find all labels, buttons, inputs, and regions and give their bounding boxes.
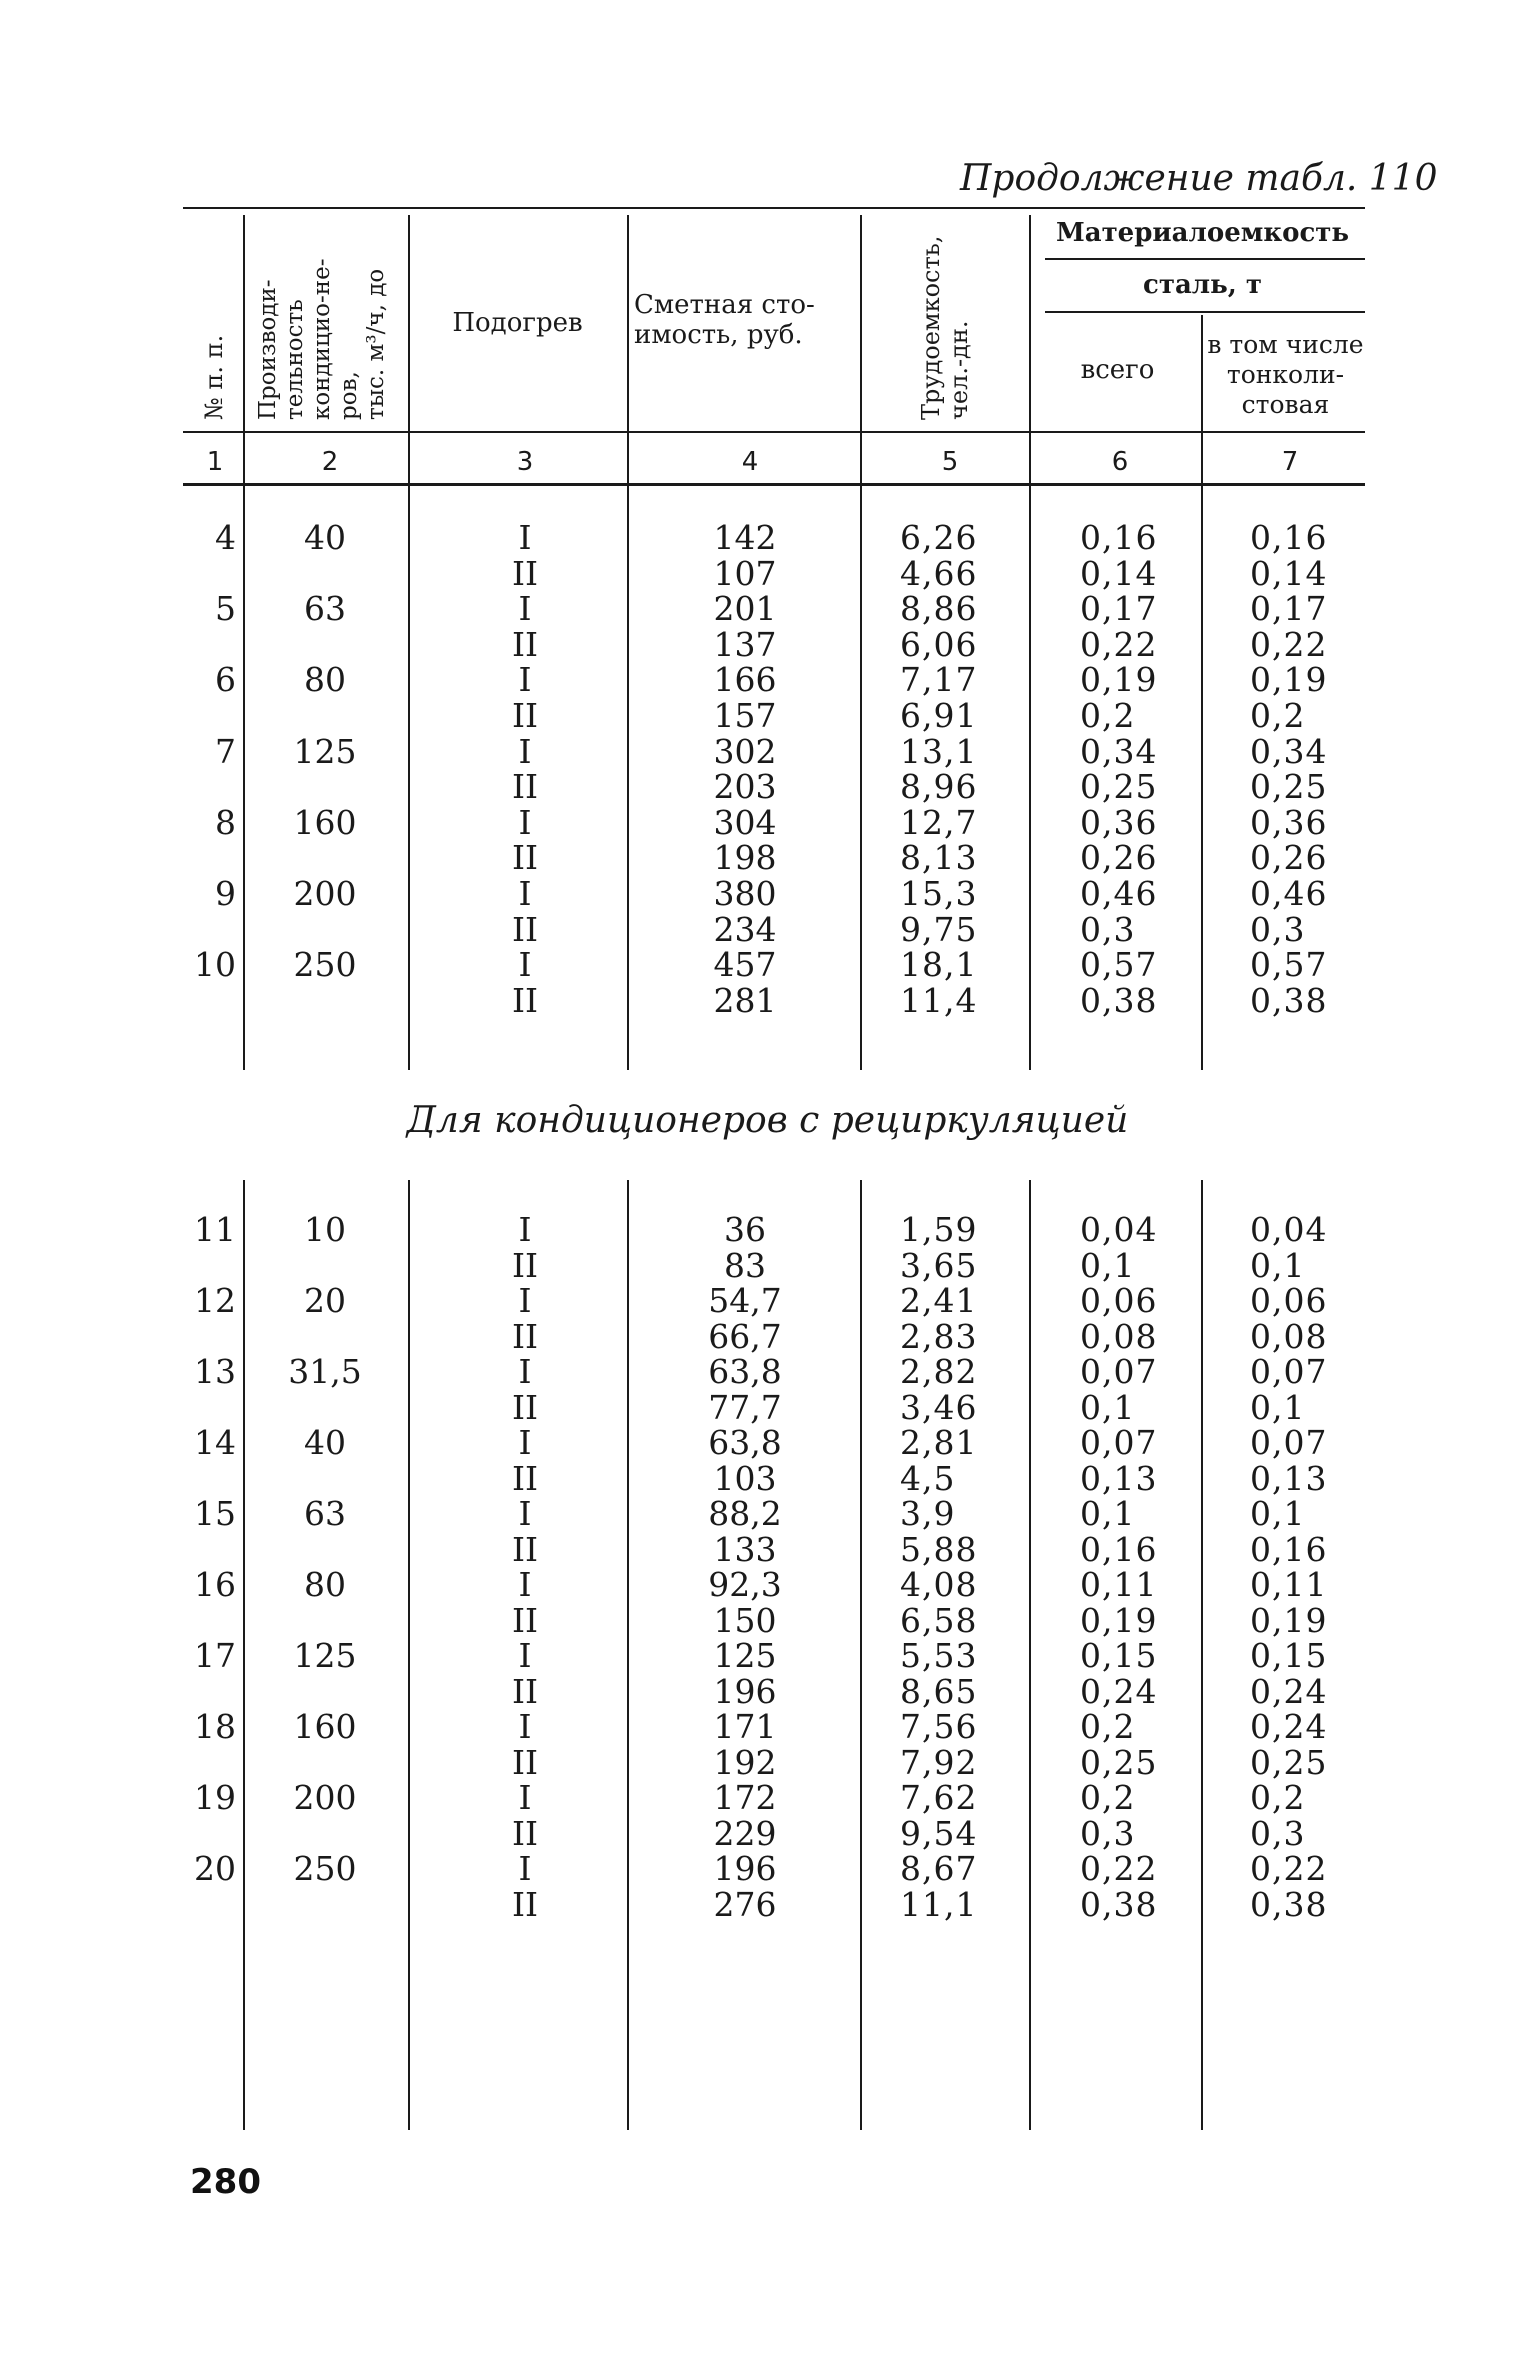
steel-thin-cell: 0,11 — [1250, 1565, 1328, 1604]
steel-thin-cell: 0,06 — [1250, 1281, 1328, 1320]
capacity-cell: 125 — [293, 1636, 357, 1675]
capacity-cell: 125 — [293, 731, 357, 771]
cost-cell: 234 — [713, 909, 777, 949]
heating-cell: II — [511, 1245, 539, 1285]
cost-cell: 157 — [713, 696, 777, 735]
steel-thin-cell: 0,3 — [1250, 909, 1306, 949]
steel-thin-cell: 0,19 — [1250, 1600, 1328, 1640]
steel-total-cell: 0,16 — [1080, 1529, 1158, 1569]
steel-total-cell: 0,08 — [1080, 1316, 1158, 1356]
steel-total-cell: 0,26 — [1080, 838, 1158, 878]
labor-cell: 7,17 — [900, 660, 978, 700]
heating-cell: I — [518, 874, 532, 913]
steel-thin-cell: 0,07 — [1250, 1423, 1328, 1462]
heating-cell: I — [518, 1636, 532, 1675]
labor-cell: 9,54 — [900, 1813, 978, 1853]
steel-thin-cell: 0,07 — [1250, 1352, 1328, 1391]
steel-header-rule — [1045, 311, 1365, 313]
steel-total-cell: 0,04 — [1080, 1210, 1158, 1249]
table-row — [0, 802, 1535, 842]
steel-thin-cell: 0,22 — [1250, 1849, 1328, 1888]
steel-thin-cell: 0,15 — [1250, 1636, 1328, 1675]
cost-cell: 380 — [713, 874, 777, 913]
labor-cell: 6,06 — [900, 624, 978, 664]
table-row — [0, 1600, 1535, 1640]
labor-cell: 7,62 — [900, 1778, 978, 1817]
capacity-cell: 63 — [304, 589, 346, 629]
cost-cell: 201 — [713, 589, 777, 629]
steel-total-cell: 0,24 — [1080, 1671, 1158, 1711]
cost-cell: 196 — [713, 1849, 777, 1888]
row-number: 13 — [194, 1352, 236, 1391]
row-number: 18 — [194, 1707, 236, 1746]
heating-cell: I — [518, 518, 532, 557]
row-number: 5 — [215, 589, 236, 629]
steel-total-cell: 0,38 — [1080, 1884, 1158, 1924]
cost-cell: 63,8 — [708, 1352, 782, 1391]
row-number: 7 — [215, 731, 236, 771]
labor-cell: 4,66 — [900, 553, 978, 593]
heating-cell: II — [511, 553, 539, 593]
row-number: 14 — [194, 1423, 236, 1462]
cost-cell: 457 — [713, 945, 777, 985]
labor-cell: 3,65 — [900, 1245, 978, 1285]
table-row — [0, 947, 1535, 983]
table-row — [0, 624, 1535, 664]
labor-cell: 11,1 — [900, 1884, 978, 1924]
heating-cell: I — [518, 1281, 532, 1320]
table-row — [0, 840, 1535, 876]
steel-thin-cell: 0,1 — [1250, 1387, 1306, 1427]
row-number: 19 — [194, 1778, 236, 1817]
labor-cell: 7,56 — [900, 1707, 978, 1746]
column-number-rule — [183, 483, 1365, 486]
heating-cell: II — [511, 1884, 539, 1924]
steel-thin-cell: 0,46 — [1250, 874, 1328, 913]
heating-cell: II — [511, 1316, 539, 1356]
steel-thin-cell: 0,26 — [1250, 838, 1328, 878]
header-labor: Трудоемкость, чел.-дн. — [917, 235, 973, 420]
capacity-cell: 20 — [304, 1281, 346, 1320]
heating-cell: I — [518, 1565, 532, 1604]
table-row — [0, 1884, 1535, 1924]
labor-cell: 5,88 — [900, 1529, 978, 1569]
steel-total-cell: 0,46 — [1080, 874, 1158, 913]
steel-total-cell: 0,16 — [1080, 518, 1158, 557]
cost-cell: 133 — [713, 1529, 777, 1569]
steel-total-cell: 0,1 — [1080, 1245, 1136, 1285]
steel-total-cell: 0,25 — [1080, 767, 1158, 807]
cost-cell: 229 — [713, 1813, 777, 1853]
table-row — [0, 1638, 1535, 1674]
heating-cell: II — [511, 1600, 539, 1640]
steel-total-cell: 0,2 — [1080, 1778, 1136, 1817]
steel-total-cell: 0,25 — [1080, 1742, 1158, 1782]
heating-cell: II — [511, 1529, 539, 1569]
heating-cell: I — [518, 945, 532, 985]
steel-thin-cell: 0,22 — [1250, 624, 1328, 664]
labor-cell: 8,67 — [900, 1849, 978, 1888]
table-row — [0, 1316, 1535, 1356]
heating-cell: I — [518, 802, 532, 842]
steel-total-cell: 0,19 — [1080, 1600, 1158, 1640]
heating-cell: II — [511, 1387, 539, 1427]
labor-cell: 6,58 — [900, 1600, 978, 1640]
cost-cell: 36 — [724, 1210, 766, 1249]
column-number: 7 — [1281, 447, 1299, 477]
labor-cell: 6,91 — [900, 696, 978, 735]
steel-total-cell: 0,22 — [1080, 624, 1158, 664]
heating-cell: I — [518, 1210, 532, 1249]
row-number: 20 — [194, 1849, 236, 1888]
heating-cell: I — [518, 1778, 532, 1817]
column-number: 6 — [1111, 447, 1129, 477]
table-row — [0, 909, 1535, 949]
heating-cell: II — [511, 909, 539, 949]
table-row — [0, 1458, 1535, 1498]
table-row — [0, 1851, 1535, 1887]
steel-thin-cell: 0,08 — [1250, 1316, 1328, 1356]
cost-cell: 150 — [713, 1600, 777, 1640]
steel-total-cell: 0,13 — [1080, 1458, 1158, 1498]
heating-cell: II — [511, 838, 539, 878]
cost-cell: 63,8 — [708, 1423, 782, 1462]
labor-cell: 12,7 — [900, 802, 978, 842]
steel-thin-cell: 0,13 — [1250, 1458, 1328, 1498]
heating-cell: II — [511, 767, 539, 807]
steel-thin-cell: 0,16 — [1250, 518, 1328, 557]
heating-cell: I — [518, 731, 532, 771]
column-number: 3 — [516, 447, 534, 477]
labor-cell: 8,13 — [900, 838, 978, 878]
steel-thin-cell: 0,57 — [1250, 945, 1328, 985]
capacity-cell: 200 — [293, 874, 357, 913]
steel-total-cell: 0,14 — [1080, 553, 1158, 593]
table-row — [0, 876, 1535, 912]
capacity-cell: 40 — [304, 518, 346, 557]
table-row — [0, 1245, 1535, 1285]
row-number: 8 — [215, 802, 236, 842]
labor-cell: 2,41 — [900, 1281, 978, 1320]
cost-cell: 196 — [713, 1671, 777, 1711]
steel-thin-cell: 0,04 — [1250, 1210, 1328, 1249]
cost-cell: 88,2 — [708, 1494, 782, 1533]
header-total: всего — [1080, 355, 1155, 385]
header-cost: Сметная сто- имость, руб. — [634, 290, 815, 350]
labor-cell: 2,81 — [900, 1423, 978, 1462]
heating-cell: II — [511, 696, 539, 735]
labor-cell: 2,83 — [900, 1316, 978, 1356]
table-row — [0, 662, 1535, 698]
steel-thin-cell: 0,38 — [1250, 980, 1328, 1020]
capacity-cell: 250 — [293, 1849, 357, 1888]
steel-thin-cell: 0,38 — [1250, 1884, 1328, 1924]
cost-cell: 276 — [713, 1884, 777, 1924]
steel-total-cell: 0,38 — [1080, 980, 1158, 1020]
capacity-cell: 31,5 — [288, 1352, 362, 1391]
header-heating: Подогрев — [452, 308, 583, 338]
heating-cell: II — [511, 980, 539, 1020]
table-row — [0, 1671, 1535, 1711]
row-number: 9 — [215, 874, 236, 913]
page-number: 280 — [190, 2162, 261, 2202]
labor-cell: 18,1 — [900, 945, 978, 985]
labor-cell: 8,96 — [900, 767, 978, 807]
steel-total-cell: 0,15 — [1080, 1636, 1158, 1675]
labor-cell: 3,46 — [900, 1387, 978, 1427]
labor-cell: 15,3 — [900, 874, 978, 913]
cost-cell: 142 — [713, 518, 777, 557]
steel-thin-cell: 0,17 — [1250, 589, 1328, 629]
labor-cell: 2,82 — [900, 1352, 978, 1391]
capacity-cell: 63 — [304, 1494, 346, 1533]
continuation-caption: Продолжение табл. 110 — [960, 158, 1438, 199]
row-number: 11 — [194, 1210, 236, 1249]
steel-total-cell: 0,3 — [1080, 1813, 1136, 1853]
labor-cell: 11,4 — [900, 980, 978, 1020]
table-row — [0, 1496, 1535, 1532]
labor-cell: 13,1 — [900, 731, 978, 771]
steel-thin-cell: 0,16 — [1250, 1529, 1328, 1569]
steel-thin-cell: 0,24 — [1250, 1707, 1328, 1746]
row-number: 15 — [194, 1494, 236, 1533]
steel-thin-cell: 0,2 — [1250, 1778, 1306, 1817]
heating-cell: I — [518, 1849, 532, 1888]
material-header-rule — [1045, 258, 1365, 260]
heating-cell: I — [518, 1423, 532, 1462]
header-thin: в том числе тонколи- стовая — [1207, 330, 1364, 419]
cost-cell: 77,7 — [708, 1387, 782, 1427]
labor-cell: 5,53 — [900, 1636, 978, 1675]
header-material: Материалоемкость — [1055, 218, 1350, 248]
capacity-cell: 40 — [304, 1423, 346, 1462]
steel-total-cell: 0,22 — [1080, 1849, 1158, 1888]
heating-cell: I — [518, 1494, 532, 1533]
labor-cell: 3,9 — [900, 1494, 956, 1533]
steel-thin-cell: 0,25 — [1250, 1742, 1328, 1782]
heating-cell: I — [518, 589, 532, 629]
table-row — [0, 1813, 1535, 1853]
column-number: 5 — [941, 447, 959, 477]
steel-total-cell: 0,36 — [1080, 802, 1158, 842]
heating-cell: II — [511, 1742, 539, 1782]
labor-cell: 9,75 — [900, 909, 978, 949]
table-row — [0, 980, 1535, 1020]
steel-thin-cell: 0,24 — [1250, 1671, 1328, 1711]
cost-cell: 125 — [713, 1636, 777, 1675]
row-number: 17 — [194, 1636, 236, 1675]
capacity-cell: 80 — [304, 660, 346, 700]
heating-cell: II — [511, 624, 539, 664]
cost-cell: 198 — [713, 838, 777, 878]
cost-cell: 192 — [713, 1742, 777, 1782]
cost-cell: 166 — [713, 660, 777, 700]
heating-cell: II — [511, 1813, 539, 1853]
cost-cell: 83 — [724, 1245, 766, 1285]
cost-cell: 304 — [713, 802, 777, 842]
capacity-cell: 160 — [293, 1707, 357, 1746]
steel-total-cell: 0,19 — [1080, 660, 1158, 700]
table-row — [0, 731, 1535, 771]
table-row — [0, 1742, 1535, 1782]
labor-cell: 6,26 — [900, 518, 978, 557]
capacity-cell: 10 — [304, 1210, 346, 1249]
heating-cell: I — [518, 1707, 532, 1746]
steel-total-cell: 0,07 — [1080, 1423, 1158, 1462]
labor-cell: 7,92 — [900, 1742, 978, 1782]
table-row — [0, 698, 1535, 734]
labor-cell: 4,08 — [900, 1565, 978, 1604]
table-row — [0, 1212, 1535, 1248]
labor-cell: 1,59 — [900, 1210, 978, 1249]
labor-cell: 8,86 — [900, 589, 978, 629]
capacity-cell: 250 — [293, 945, 357, 985]
row-number: 12 — [194, 1281, 236, 1320]
capacity-cell: 160 — [293, 802, 357, 842]
row-number: 16 — [194, 1565, 236, 1604]
cost-cell: 281 — [713, 980, 777, 1020]
column-number: 4 — [741, 447, 759, 477]
labor-cell: 8,65 — [900, 1671, 978, 1711]
header-steel: сталь, т — [1143, 270, 1262, 300]
labor-cell: 4,5 — [900, 1458, 956, 1498]
cost-cell: 103 — [713, 1458, 777, 1498]
cost-cell: 171 — [713, 1707, 777, 1746]
steel-thin-cell: 0,3 — [1250, 1813, 1306, 1853]
table-row — [0, 1283, 1535, 1319]
cost-cell: 137 — [713, 624, 777, 664]
table-row — [0, 1529, 1535, 1569]
capacity-cell: 80 — [304, 1565, 346, 1604]
table-row — [0, 1387, 1535, 1427]
table-row — [0, 1709, 1535, 1745]
steel-thin-cell: 0,1 — [1250, 1245, 1306, 1285]
steel-thin-cell: 0,14 — [1250, 553, 1328, 593]
steel-thin-cell: 0,36 — [1250, 802, 1328, 842]
steel-thin-cell: 0,34 — [1250, 731, 1328, 771]
table-row — [0, 553, 1535, 593]
cost-cell: 66,7 — [708, 1316, 782, 1356]
column-number: 2 — [321, 447, 339, 477]
table-row — [0, 520, 1535, 556]
cost-cell: 302 — [713, 731, 777, 771]
cost-cell: 107 — [713, 553, 777, 593]
header-bottom-rule — [183, 431, 1365, 433]
steel-total-cell: 0,11 — [1080, 1565, 1158, 1604]
row-number: 6 — [215, 660, 236, 700]
steel-thin-cell: 0,2 — [1250, 696, 1306, 735]
steel-total-cell: 0,3 — [1080, 909, 1136, 949]
header-no: № п. п. — [200, 334, 228, 420]
heating-cell: I — [518, 1352, 532, 1391]
steel-total-cell: 0,1 — [1080, 1387, 1136, 1427]
cost-cell: 54,7 — [708, 1281, 782, 1320]
table-row — [0, 1425, 1535, 1461]
steel-thin-cell: 0,19 — [1250, 660, 1328, 700]
steel-total-cell: 0,06 — [1080, 1281, 1158, 1320]
heating-cell: I — [518, 660, 532, 700]
steel-total-cell: 0,34 — [1080, 731, 1158, 771]
steel-total-cell: 0,2 — [1080, 696, 1136, 735]
steel-total-cell: 0,17 — [1080, 589, 1158, 629]
column-number: 1 — [206, 447, 224, 477]
section-title: Для кондиционеров с рециркуляцией — [406, 1100, 1129, 1141]
heating-cell: II — [511, 1671, 539, 1711]
steel-total-cell: 0,07 — [1080, 1352, 1158, 1391]
table-row — [0, 591, 1535, 627]
table-row — [0, 1354, 1535, 1390]
table-row — [0, 1780, 1535, 1816]
steel-thin-cell: 0,1 — [1250, 1494, 1306, 1533]
heating-cell: II — [511, 1458, 539, 1498]
cost-cell: 203 — [713, 767, 777, 807]
steel-total-cell: 0,1 — [1080, 1494, 1136, 1533]
capacity-cell: 200 — [293, 1778, 357, 1817]
table-row — [0, 1567, 1535, 1603]
cost-cell: 172 — [713, 1778, 777, 1817]
row-number: 10 — [194, 945, 236, 985]
steel-thin-cell: 0,25 — [1250, 767, 1328, 807]
row-number: 4 — [215, 518, 236, 557]
steel-total-cell: 0,57 — [1080, 945, 1158, 985]
cost-cell: 92,3 — [708, 1565, 782, 1604]
header-capacity: Производи- тельность кондицио-не- ров, тыс. м³/ч, до — [255, 258, 389, 420]
table-top-rule — [183, 207, 1365, 209]
steel-total-cell: 0,2 — [1080, 1707, 1136, 1746]
table-row — [0, 769, 1535, 805]
